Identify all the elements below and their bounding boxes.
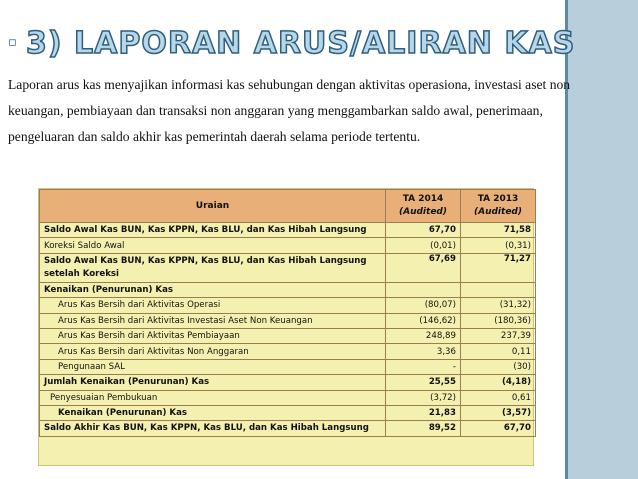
row-value-2014: 89,52 xyxy=(386,421,461,436)
table-row xyxy=(40,313,536,328)
table-row xyxy=(40,298,536,313)
table-row xyxy=(40,282,536,297)
row-value-2013: 71,27 xyxy=(461,253,536,282)
row-label: Saldo Awal Kas BUN, Kas KPPN, Kas BLU, dan Kas Hibah Langsung xyxy=(40,223,386,238)
row-value-2013: (31,32) xyxy=(461,298,536,313)
header-ta-2013 xyxy=(461,190,536,223)
row-value-2014: (146,62) xyxy=(386,313,461,328)
table-row xyxy=(40,344,536,359)
row-label: Arus Kas Bersih dari Aktivitas Non Anggaran xyxy=(40,344,386,359)
cash-flow-table-container xyxy=(38,188,534,466)
row-value-2013: (4,18) xyxy=(461,375,536,390)
table-row xyxy=(40,223,536,238)
cash-flow-table xyxy=(39,189,536,437)
row-value-2013: 67,70 xyxy=(461,421,536,436)
table-row xyxy=(40,421,536,436)
row-value-2013: (180,36) xyxy=(461,313,536,328)
row-value-2013: (30) xyxy=(461,359,536,374)
row-label: Pengunaan SAL xyxy=(40,359,386,374)
row-value-2014: 67,69 xyxy=(386,253,461,282)
table-row xyxy=(40,253,536,282)
row-label: Penyesuaian Pembukuan xyxy=(40,390,386,405)
row-value-2014: (3,72) xyxy=(386,390,461,405)
right-sidebar-decoration xyxy=(568,0,638,479)
table-row xyxy=(40,375,536,390)
row-value-2013: 0,11 xyxy=(461,344,536,359)
table-row xyxy=(40,238,536,253)
row-label: Arus Kas Bersih dari Aktivitas Investasi Aset Non Keuangan xyxy=(40,313,386,328)
table-header-row xyxy=(40,190,536,223)
header-ta-2014 xyxy=(386,190,461,223)
row-value-2014: (80,07) xyxy=(386,298,461,313)
row-value-2014: 248,89 xyxy=(386,328,461,343)
row-label: Arus Kas Bersih dari Aktivitas Operasi xyxy=(40,298,386,313)
row-label: Kenaikan (Penurunan) Kas xyxy=(40,405,386,420)
row-value-2013: 0,61 xyxy=(461,390,536,405)
square-bullet-icon: ▫ xyxy=(8,35,17,50)
table-row xyxy=(40,328,536,343)
row-value-2014 xyxy=(386,282,461,297)
row-value-2014: 25,55 xyxy=(386,375,461,390)
row-label: Koreksi Saldo Awal xyxy=(40,238,386,253)
slide-paragraph: Laporan arus kas menyajikan informasi kas sehubungan dengan aktivitas operasiona, investasi aset non keuangan, pembiayaan dan transaksi non anggaran yang menggambarkan saldo awal, penerimaan, pengeluaran dan saldo akhir kas pemerintah daerah selama periode tertentu. xyxy=(8,77,571,144)
row-label: Arus Kas Bersih dari Aktivitas Pembiayaan xyxy=(40,328,386,343)
header-ta-2013-audited: (Audited) xyxy=(474,207,522,217)
row-label: Saldo Awal Kas BUN, Kas KPPN, Kas BLU, dan Kas Hibah Langsung setelah Koreksi xyxy=(40,253,386,282)
row-label: Jumlah Kenaikan (Penurunan) Kas xyxy=(40,375,386,390)
row-value-2014: - xyxy=(386,359,461,374)
row-label: Saldo Akhir Kas BUN, Kas KPPN, Kas BLU, dan Kas Hibah Langsung xyxy=(40,421,386,436)
header-ta-2014-year: TA 2014 xyxy=(402,194,444,204)
row-value-2014: 21,83 xyxy=(386,405,461,420)
row-value-2013: (3,57) xyxy=(461,405,536,420)
row-value-2013 xyxy=(461,282,536,297)
table-row xyxy=(40,405,536,420)
table-row xyxy=(40,390,536,405)
row-value-2014: 3,36 xyxy=(386,344,461,359)
row-value-2013: (0,31) xyxy=(461,238,536,253)
row-value-2013: 71,58 xyxy=(461,223,536,238)
header-uraian: Uraian xyxy=(40,190,386,223)
row-value-2013: 237,39 xyxy=(461,328,536,343)
slide-title: 3) LAPORAN ARUS/ALIRAN KAS xyxy=(26,26,576,61)
row-value-2014: (0,01) xyxy=(386,238,461,253)
row-value-2014: 67,70 xyxy=(386,223,461,238)
row-label: Kenaikan (Penurunan) Kas xyxy=(40,282,386,297)
table-row xyxy=(40,359,536,374)
header-ta-2013-year: TA 2013 xyxy=(477,194,519,204)
header-ta-2014-audited: (Audited) xyxy=(399,207,447,217)
